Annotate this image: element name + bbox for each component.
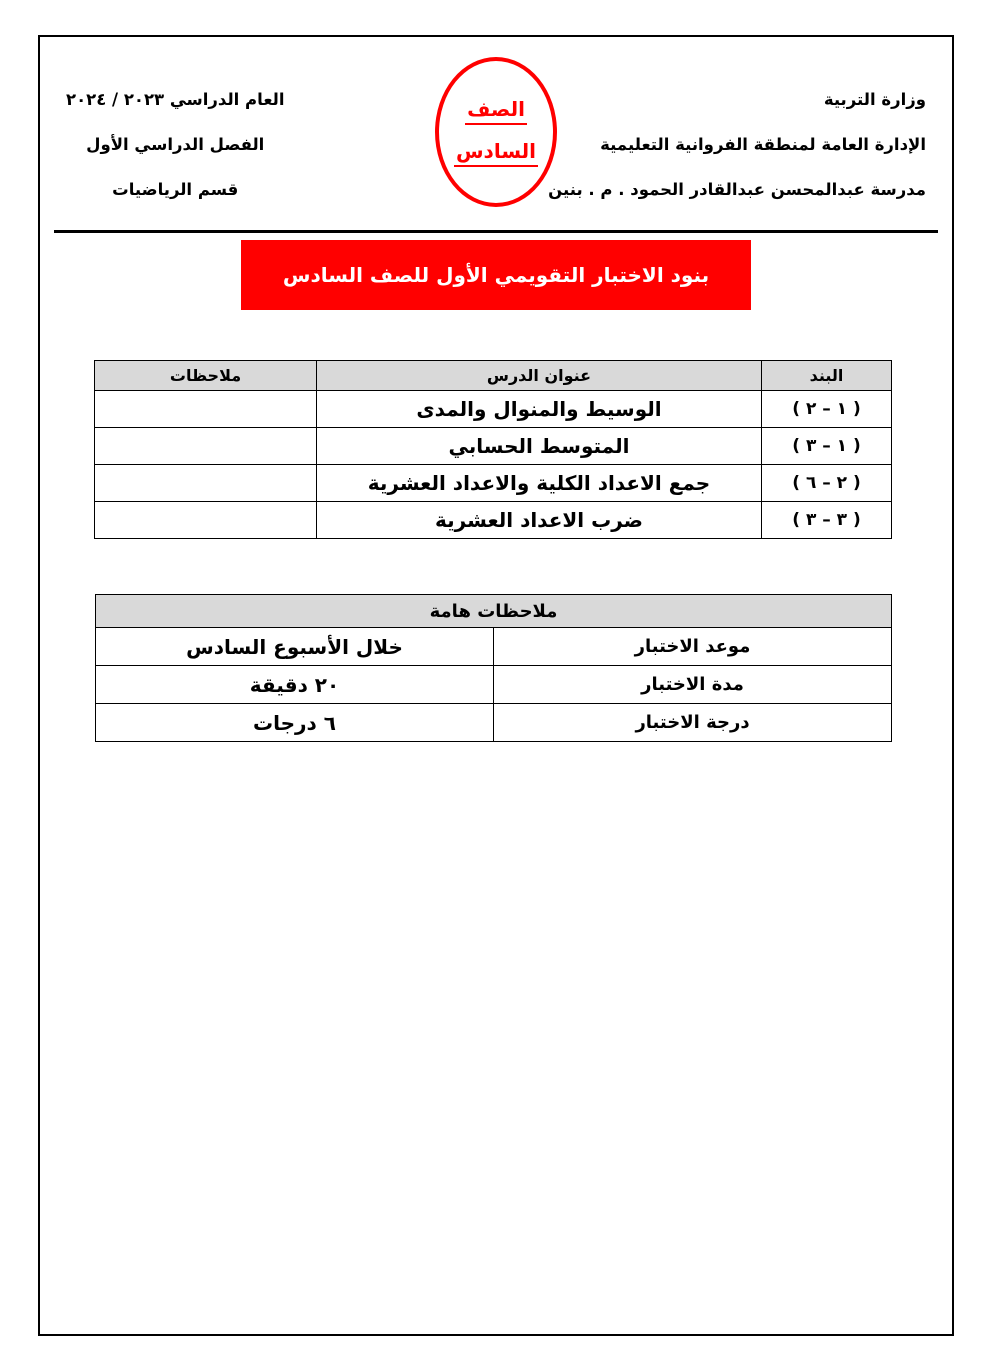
notes-cell (95, 502, 317, 539)
table-row (95, 391, 892, 428)
notes-cell (95, 428, 317, 465)
lesson-title: الوسيط والمنوال والمدى (317, 391, 762, 428)
table-row (95, 428, 892, 465)
ministry-header-block (548, 77, 926, 212)
exam-date-value: خلال الأسبوع السادس (96, 628, 494, 666)
column-header-item: البند (762, 361, 892, 391)
exam-grade-value: ٦ درجات (96, 704, 494, 742)
lesson-title: ضرب الاعداد العشرية (317, 502, 762, 539)
academic-year: العام الدراسي ٢٠٢٣ / ٢٠٢٤ (66, 90, 285, 109)
exam-date-label: موعد الاختبار (494, 628, 892, 666)
table-row (95, 502, 892, 539)
lesson-title: المتوسط الحسابي (317, 428, 762, 465)
important-notes-table (95, 594, 892, 742)
department: قسم الرياضيات (112, 180, 239, 199)
notes-table-title: ملاحظات هامة (96, 595, 892, 628)
column-header-lesson: عنوان الدرس (317, 361, 762, 391)
exam-grade-label: درجة الاختبار (494, 704, 892, 742)
page-border-frame (38, 35, 954, 1336)
table-row (95, 465, 892, 502)
ministry-name: وزارة التربية (823, 90, 926, 109)
column-header-notes: ملاحظات (95, 361, 317, 391)
grade-badge-line2: السادس (454, 139, 538, 167)
item-number: ( ٣ – ٣ ) (762, 502, 892, 539)
notes-header-row (96, 595, 892, 628)
grade-badge-line1: الصف (465, 97, 527, 125)
table-row (96, 704, 892, 742)
exam-items-table (94, 360, 892, 539)
exam-title-text: بنود الاختبار التقويمي الأول للصف السادس (282, 263, 710, 287)
items-header-row (95, 361, 892, 391)
notes-cell (95, 465, 317, 502)
lesson-title: جمع الاعداد الكلية والاعداد العشرية (317, 465, 762, 502)
exam-title-banner (241, 240, 751, 310)
item-number: ( ١ – ٢ ) (762, 391, 892, 428)
header-divider (54, 230, 938, 233)
notes-cell (95, 391, 317, 428)
table-row (96, 666, 892, 704)
item-number: ( ١ – ٣ ) (762, 428, 892, 465)
exam-duration-value: ٢٠ دقيقة (96, 666, 494, 704)
exam-duration-label: مدة الاختبار (494, 666, 892, 704)
semester: الفصل الدراسي الأول (86, 135, 265, 154)
academic-info-block (66, 77, 285, 212)
item-number: ( ٢ – ٦ ) (762, 465, 892, 502)
table-row (96, 628, 892, 666)
education-area: الإدارة العامة لمنطقة الفروانية التعليمية (600, 135, 926, 154)
school-name: مدرسة عبدالمحسن عبدالقادر الحمود . م . بنين (548, 180, 926, 199)
grade-badge (435, 57, 557, 207)
